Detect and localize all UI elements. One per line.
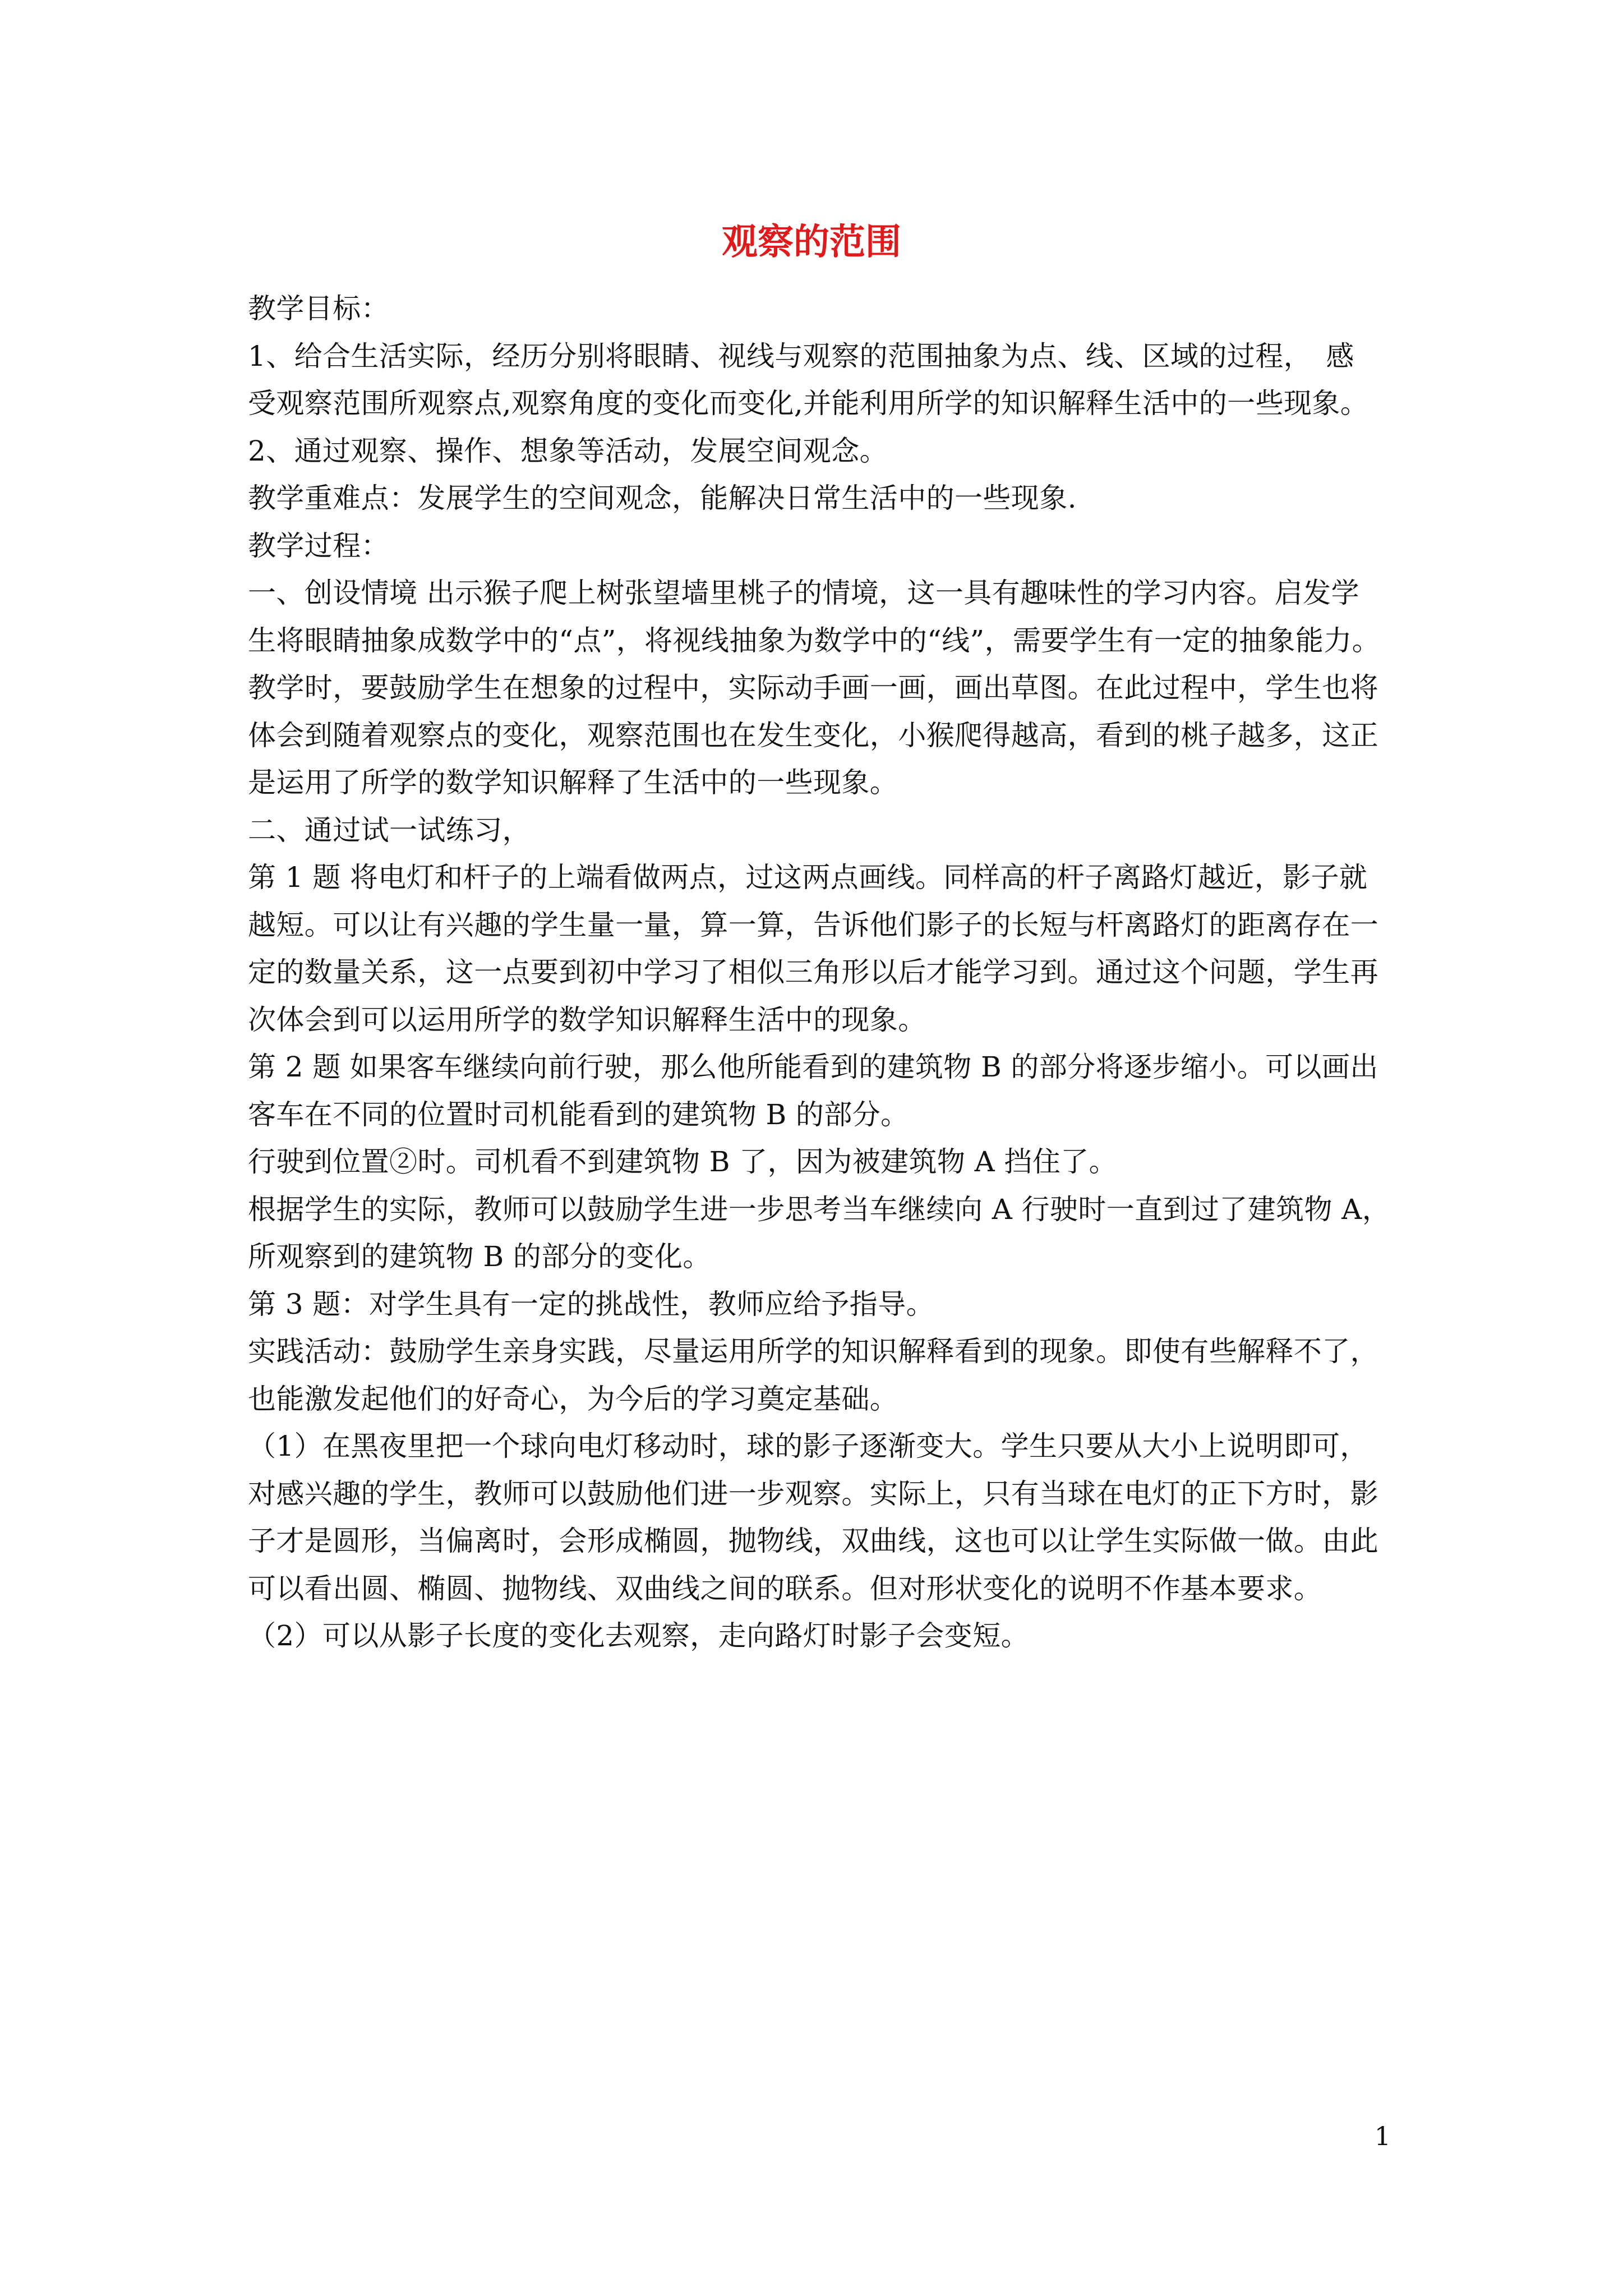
- body-line: （1）在黑夜里把一个球向电灯移动时，球的影子逐渐变大。学生只要从大小上说明即可，: [248, 1430, 1368, 1462]
- document-title: 观察的范围: [722, 221, 901, 263]
- body-line: 越短。可以让有兴趣的学生量一量，算一算，告诉他们影子的长短与杆离路灯的距离存在一: [248, 908, 1378, 941]
- body-line: 教学目标：: [248, 292, 389, 325]
- body-line: 二、通过试一试练习，: [248, 813, 531, 846]
- body-line: 教学时，要鼓励学生在想象的过程中，实际动手画一画，画出草图。在此过程中，学生也将: [248, 671, 1378, 704]
- body-line: 定的数量关系，这一点要到初中学习了相似三角形以后才能学习到。通过这个问题，学生再: [248, 956, 1378, 988]
- body-line: 第 2 题 如果客车继续向前行驶，那么他所能看到的建筑物 B 的部分将逐步缩小。可以画出: [248, 1051, 1378, 1083]
- body-line: 体会到随着观察点的变化，观察范围也在发生变化，小猴爬得越高，看到的桃子越多，这正: [248, 719, 1378, 752]
- body-line: 是运用了所学的数学知识解释了生活中的一些现象。: [248, 766, 898, 799]
- page-number: 1: [1374, 2121, 1391, 2151]
- body-line: 1、给合生活实际，经历分别将眼睛、视线与观察的范围抽象为点、线、区域的过程， 感: [248, 339, 1354, 372]
- body-line: （2）可以从影子长度的变化去观察，走向路灯时影子会变短。: [248, 1619, 1030, 1652]
- body-line: 行驶到位置②时。司机看不到建筑物 B 了，因为被建筑物 A 挡住了。: [248, 1145, 1118, 1178]
- body-line: 实践活动：鼓励学生亲身实践，尽量运用所学的知识解释看到的现象。即使有些解释不了，: [248, 1335, 1378, 1368]
- body-line: 客车在不同的位置时司机能看到的建筑物 B 的部分。: [248, 1098, 909, 1131]
- body-line: 根据学生的实际，教师可以鼓励学生进一步思考当车继续向 A 行驶时一直到过了建筑物 A，: [248, 1193, 1391, 1226]
- body-line: 教学重难点：发展学生的空间观念，能解决日常生活中的一些现象.: [248, 482, 1077, 514]
- body-line: 教学过程：: [248, 529, 389, 562]
- body-line: 对感兴趣的学生，教师可以鼓励他们进一步观察。实际上，只有当球在电灯的正下方时，影: [248, 1477, 1378, 1510]
- body-line: 受观察范围所观察点,观察角度的变化而变化,并能利用所学的知识解释生活中的一些现象。: [248, 387, 1369, 420]
- body-line: 一、创设情境 出示猴子爬上树张望墙里桃子的情境，这一具有趣味性的学习内容。启发学: [248, 577, 1359, 609]
- body-line: 可以看出圆、椭圆、抛物线、双曲线之间的联系。但对形状变化的说明不作基本要求。: [248, 1572, 1322, 1605]
- body-line: 2、通过观察、操作、想象等活动，发展空间观念。: [248, 434, 888, 467]
- document-body: [248, 285, 1392, 1660]
- body-line: 第 1 题 将电灯和杆子的上端看做两点，过这两点画线。同样高的杆子离路灯越近，影子就: [248, 861, 1368, 894]
- body-line: 所观察到的建筑物 B 的部分的变化。: [248, 1240, 711, 1273]
- body-line: 第 3 题：对学生具有一定的挑战性，教师应给予指导。: [248, 1287, 934, 1320]
- body-line: 生将眼睛抽象成数学中的“点”，将视线抽象为数学中的“线”，需要学生有一定的抽象能力。: [248, 624, 1381, 657]
- body-line: 子才是圆形，当偏离时，会形成椭圆，抛物线，双曲线，这也可以让学生实际做一做。由此: [248, 1525, 1378, 1557]
- body-line: 也能激发起他们的好奇心，为今后的学习奠定基础。: [248, 1382, 898, 1415]
- body-line: 次体会到可以运用所学的数学知识解释生活中的现象。: [248, 1003, 926, 1036]
